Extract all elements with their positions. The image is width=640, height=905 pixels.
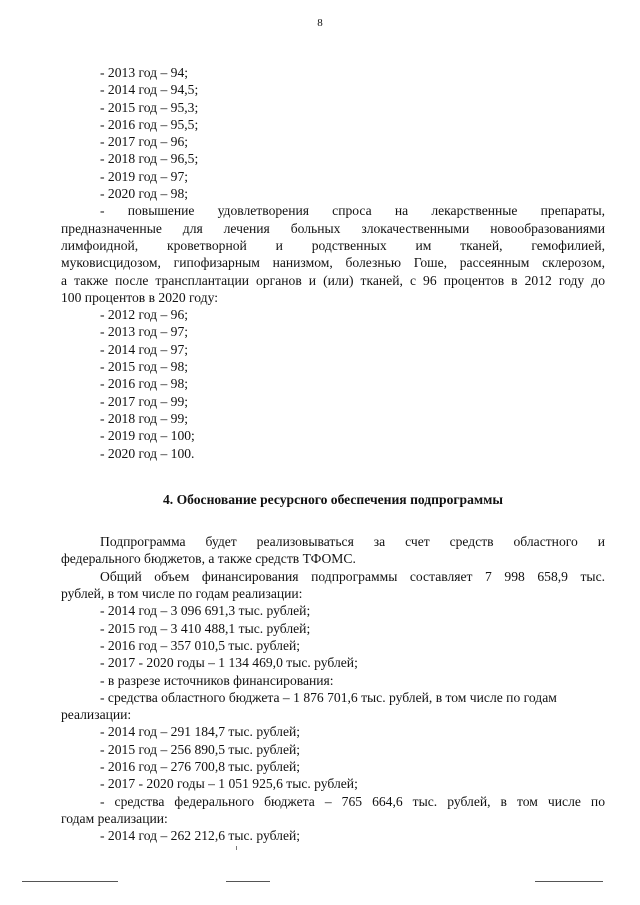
list-item: - 2015 год – 3 410 488,1 тыс. рублей; (100, 620, 311, 636)
list-item: - 2019 год – 100; (100, 428, 195, 444)
paragraph-line: - средства федерального бюджета – 765 664,6 тыс. рублей, в том числе по (100, 793, 605, 809)
list-item: - 2016 год – 98; (100, 376, 189, 392)
list-item: - 2014 год – 3 096 691,3 тыс. рублей; (100, 603, 311, 619)
list-item: - 2012 год – 96; (100, 307, 189, 323)
list-item: - 2015 год – 98; (100, 359, 189, 375)
paragraph-line: Подпрограмма будет реализовываться за счет средств областного и (100, 534, 605, 550)
list-item: - 2016 год – 95,5; (100, 116, 199, 132)
footer-rule-middle (226, 881, 270, 882)
footer-rule-right (535, 881, 603, 882)
paragraph-line: муковисцидозом, гипофизарным нанизмом, болезнью Гоше, рассеянным склерозом, (61, 255, 605, 271)
list-item: - в разрезе источников финансирования: (100, 672, 334, 688)
scan-mark (236, 846, 237, 850)
document-body (61, 64, 605, 844)
list-item: - 2015 год – 256 890,5 тыс. рублей; (100, 741, 301, 757)
paragraph-line: Общий объем финансирования подпрограммы составляет 7 998 658,9 тыс. (100, 568, 605, 584)
indicator-list-2013-2020 (61, 64, 605, 202)
paragraph-line: - средства областного бюджета – 1 876 701,6 тыс. рублей, в том числе по годам (100, 689, 557, 705)
paragraph-line: - повышение удовлетворения спроса на лекарственные препараты, (100, 203, 605, 219)
list-item: - 2019 год – 97; (100, 168, 189, 184)
list-item: - 2018 год – 99; (100, 410, 189, 426)
drug-demand-paragraph (61, 202, 605, 306)
list-item: - 2016 год – 357 010,5 тыс. рублей; (100, 637, 301, 653)
paragraph-line: а также после трансплантации органов и (или) тканей, с 96 процентов в 2012 году до (61, 272, 605, 288)
list-item: - 2017 - 2020 годы – 1 051 925,6 тыс. рублей; (100, 776, 358, 792)
list-item: - 2014 год – 97; (100, 341, 189, 357)
list-item: - 2016 год – 276 700,8 тыс. рублей; (100, 758, 301, 774)
total-funding-paragraph (61, 568, 605, 603)
federal-budget-list (61, 827, 605, 844)
funding-intro-paragraph (61, 533, 605, 568)
list-item: - 2017 - 2020 годы – 1 134 469,0 тыс. рублей; (100, 655, 358, 671)
paragraph-line: реализации: (61, 707, 132, 723)
regional-budget-paragraph (61, 689, 605, 724)
regional-budget-list (61, 723, 605, 792)
list-item: - 2020 год – 98; (100, 186, 189, 202)
paragraph-line: рублей, в том числе по годам реализации: (61, 586, 303, 602)
paragraph-line: предназначенные для лечения больных злокачественными новообразованиями (61, 220, 605, 236)
total-funding-list (61, 602, 605, 688)
paragraph-line: годам реализации: (61, 810, 168, 826)
list-item: - 2015 год – 95,3; (100, 99, 199, 115)
page-number: 8 (317, 17, 323, 29)
list-item: - 2017 год – 96; (100, 134, 189, 150)
list-item: - 2017 год – 99; (100, 393, 189, 409)
list-item: - 2014 год – 262 212,6 тыс. рублей; (100, 828, 301, 844)
indicator-list-2012-2020 (61, 306, 605, 462)
paragraph-line: федерального бюджетов, а также средств ТФОМС. (61, 551, 356, 567)
list-item: - 2014 год – 291 184,7 тыс. рублей; (100, 724, 301, 740)
list-item: - 2013 год – 94; (100, 65, 189, 80)
federal-budget-paragraph (61, 793, 605, 828)
list-item: - 2013 год – 97; (100, 324, 189, 340)
footer-rule-left (22, 881, 118, 882)
list-item: - 2020 год – 100. (100, 445, 195, 461)
paragraph-line: лимфоидной, кроветворной и родственных им тканей, гемофилией, (61, 237, 605, 253)
paragraph-line: 100 процентов в 2020 году: (61, 289, 218, 305)
section-heading: 4. Обоснование ресурсного обеспечения подпрограммы (162, 491, 504, 507)
list-item: - 2014 год – 94,5; (100, 82, 199, 98)
list-item: - 2018 год – 96,5; (100, 151, 199, 167)
